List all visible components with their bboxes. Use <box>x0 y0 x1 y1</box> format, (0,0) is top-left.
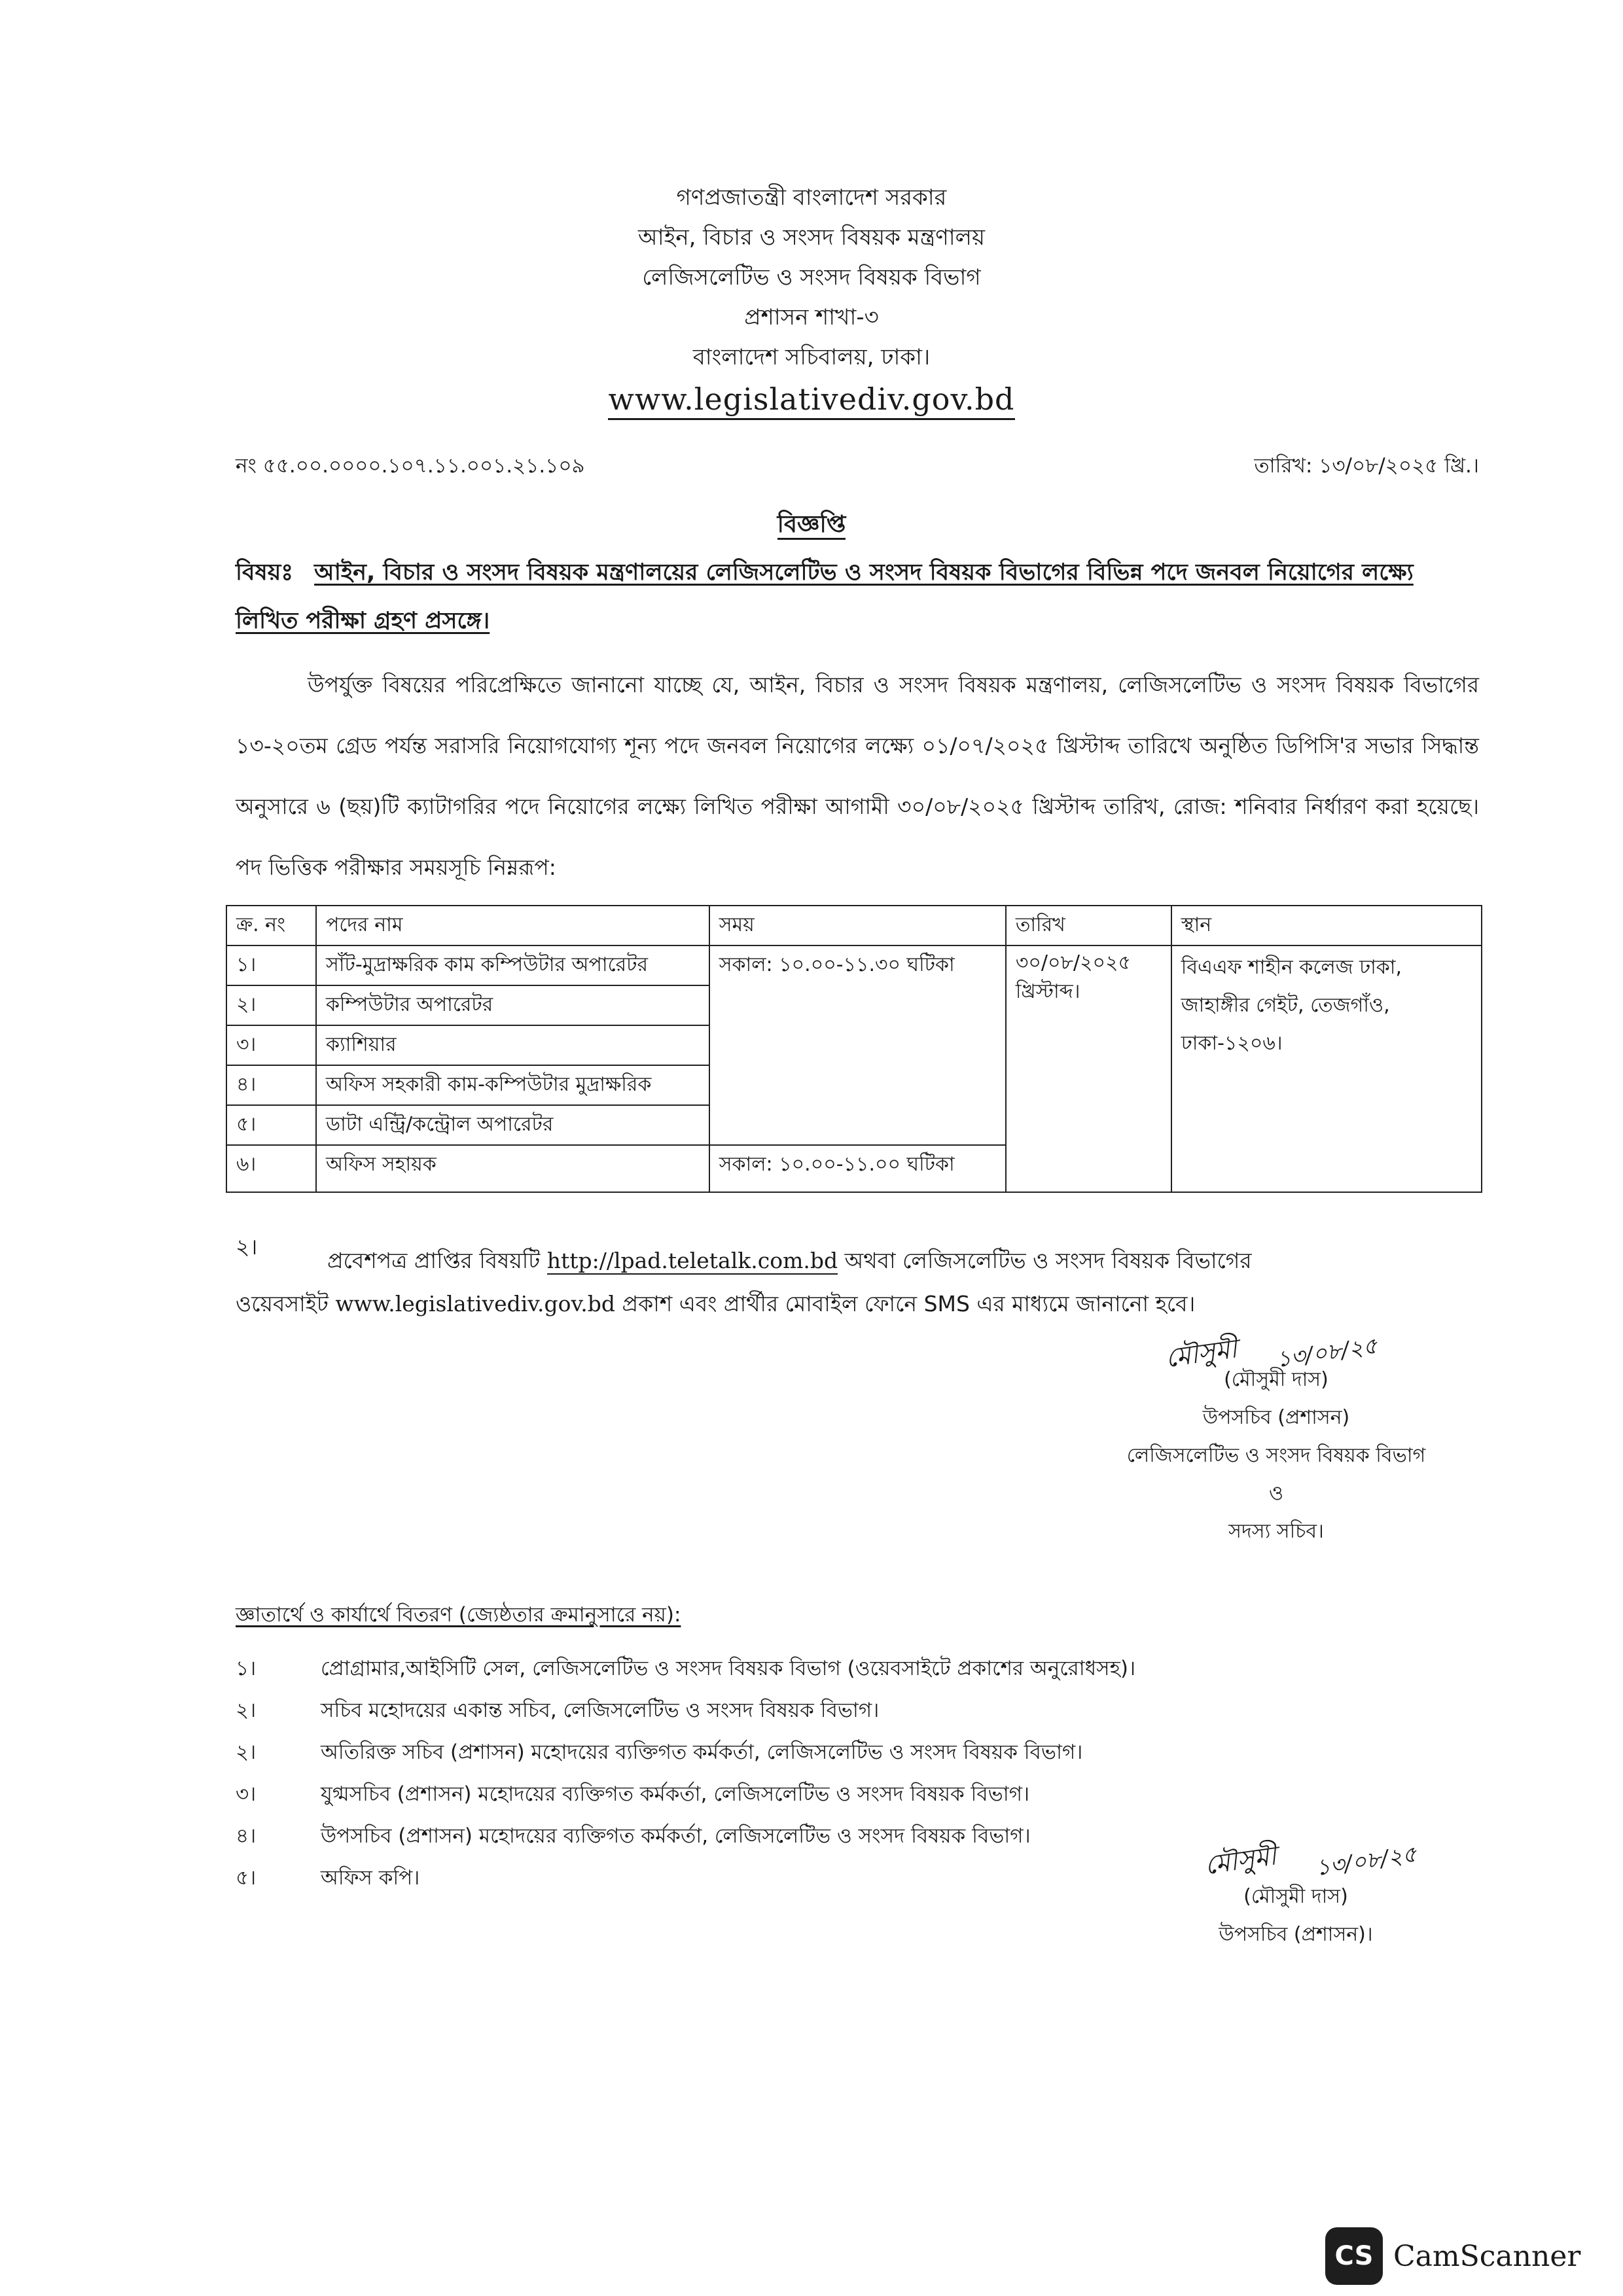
signatory-division: লেজিসলেটিভ ও সংসদ বিষয়ক বিভাগ <box>1126 1444 1426 1467</box>
table-header-row <box>226 906 1482 945</box>
signatory-designation: উপসচিব (প্রশাসন) <box>1202 1406 1350 1429</box>
list-item: ৫। অফিস কপি। <box>236 1866 420 1890</box>
header-government: গণপ্রজাতন্ত্রী বাংলাদেশ সরকার <box>676 185 947 211</box>
row-post: সাঁট-মুদ্রাক্ষরিক কাম কম্পিউটার অপারেটর <box>316 945 709 985</box>
col-header-venue: স্থান <box>1171 906 1482 945</box>
subject-text: আইন, বিচার ও সংসদ বিষয়ক মন্ত্রণালয়ের লেজিসলেটিভ ও সংসদ বিষয়ক বিভাগের বিভিন্ন পদে জনবল নিয়োগের লক্ষ্যে লিখিত পরীক্ষা গ্রহণ প্রসঙ্গে। <box>236 559 1414 634</box>
signatory-name: (মৌসুমী দাস) <box>1243 1885 1348 1908</box>
header-branch: প্রশাসন শাখা-৩ <box>744 304 879 330</box>
date-cell: ৩০/০৮/২০২৫ খ্রিস্টাব্দ। <box>1006 945 1171 1192</box>
header-division: লেজিসলেটিভ ও সংসদ বিষয়ক বিভাগ <box>642 264 981 291</box>
header-ministry: আইন, বিচার ও সংসদ বিষয়ক মন্ত্রণালয় <box>638 224 985 251</box>
subject <box>236 548 1479 645</box>
signatory-conj: ও <box>1268 1482 1284 1505</box>
row-post: অফিস সহকারী কাম-কম্পিউটার মুদ্রাক্ষরিক <box>316 1065 709 1105</box>
col-header-serial: ক্র. নং <box>226 906 316 945</box>
signature-date: ১৩/০৮/২৫ <box>1313 1841 1419 1882</box>
teletalk-link[interactable]: http://lpad.teletalk.com.bd <box>546 1248 838 1273</box>
website-link[interactable]: www.legislativediv.gov.bd <box>335 1291 615 1316</box>
list-item: ২। সচিব মহোদয়ের একান্ত সচিব, লেজিসলেটিভ ও সংসদ বিষয়ক বিভাগ। <box>236 1699 880 1722</box>
table-row <box>226 945 1482 985</box>
row-post: কম্পিউটার অপারেটর <box>316 985 709 1025</box>
paragraph-2-number: ২। <box>236 1234 258 1260</box>
row-serial: ৪। <box>226 1065 316 1105</box>
handwritten-signature: মৌসুমী <box>1163 1333 1240 1374</box>
exam-schedule-table <box>226 905 1482 1193</box>
header-website: www.legislativediv.gov.bd <box>0 381 1623 417</box>
signatory-block-1 <box>1047 1361 1505 1551</box>
row-serial: ৫। <box>226 1105 316 1145</box>
memo-number: নং ৫৫.০০.০০০০.১০৭.১১.০০১.২১.১০৯ <box>236 454 585 478</box>
col-header-post: পদের নাম <box>316 906 709 945</box>
list-item: ৩। যুগ্মসচিব (প্রশাসন) মহোদয়ের ব্যক্তিগত কর্মকর্তা, লেজিসলেটিভ ও সংসদ বিষয়ক বিভাগ। <box>236 1782 1030 1806</box>
signatory-role: সদস্য সচিব। <box>1228 1520 1324 1543</box>
signatory-designation: উপসচিব (প্রশাসন)। <box>1219 1923 1373 1946</box>
row-serial: ৬। <box>226 1145 316 1192</box>
col-header-time: সময় <box>709 906 1006 945</box>
camscanner-watermark <box>1325 2227 1580 2285</box>
memo-date: তারিখ: ১৩/০৮/২০২৫ খ্রি.। <box>1254 454 1479 478</box>
signatory-block-2 <box>1067 1878 1525 1954</box>
signatory-name: (মৌসুমী দাস) <box>1224 1368 1329 1391</box>
signature-date: ১৩/০৮/২৫ <box>1274 1332 1380 1373</box>
row-serial: ২। <box>226 985 316 1025</box>
notice-title: বিজ্ঞপ্তি <box>0 506 1623 546</box>
camscanner-logo-icon: CS <box>1325 2227 1383 2285</box>
distribution-heading: জ্ঞাতার্থে ও কার্যার্থে বিতরণ (জ্যেষ্ঠতার ক্রমানুসারে নয়): <box>236 1603 681 1627</box>
list-item: ১। প্রোগ্রামার,আইসিটি সেল, লেজিসলেটিভ ও সংসদ বিষয়ক বিভাগ (ওয়েবসাইটে প্রকাশের অনুরোধসহ)। <box>236 1657 1136 1680</box>
time-cell-1: সকাল: ১০.০০-১১.৩০ ঘটিকা <box>709 945 1006 1145</box>
list-item: ২। অতিরিক্ত সচিব (প্রশাসন) মহোদয়ের ব্যক্তিগত কর্মকর্তা, লেজিসলেটিভ ও সংসদ বিষয়ক বিভাগ। <box>236 1740 1083 1764</box>
header-address: বাংলাদেশ সচিবালয়, ঢাকা। <box>692 344 931 370</box>
time-cell-2: সকাল: ১০.০০-১১.০০ ঘটিকা <box>709 1145 1006 1192</box>
subject-label: বিষয়ঃ <box>236 559 294 586</box>
paragraph-2-continued: ওয়েবসাইট www.legislativediv.gov.bd প্রকাশ এবং প্রার্থীর মোবাইল ফোনে SMS এর মাধ্যমে জানানো হবে। <box>236 1291 1196 1316</box>
camscanner-label: CamScanner <box>1393 2239 1581 2273</box>
row-serial: ১। <box>226 945 316 985</box>
row-post: ডাটা এন্ট্রি/কন্ট্রোল অপারেটর <box>316 1105 709 1145</box>
paragraph-1: উপর্যুক্ত বিষয়ের পরিপ্রেক্ষিতে জানানো যাচ্ছে যে, আইন, বিচার ও সংসদ বিষয়ক মন্ত্রণালয়, লেজিসলেটিভ ও সংসদ বিষয়ক বিভাগের ১৩-২০তম গ্রেড পর্যন্ত সরাসরি নিয়োগযোগ্য শূন্য পদে জনবল নিয়োগের লক্ষ্যে ০১/০৭/২০২৫ খ্রিস্টাব্দ তারিখে অনুষ্ঠিত ডিপিসি'র সভার সিদ্ধান্ত অনুসারে ৬ (ছয়)টি ক্যাটাগরির পদে নিয়োগের লক্ষ্যে লিখিত পরীক্ষা আগামী ৩০/০৮/২০২৫ খ্রিস্টাব্দ তারিখ, রোজ: শনিবার নির্ধারণ করা হয়েছে। পদ ভিত্তিক পরীক্ষার সময়সূচি নিম্নরূপ: <box>236 672 1479 880</box>
row-serial: ৩। <box>226 1025 316 1065</box>
paragraph-2: প্রবেশপত্র প্রাপ্তির বিষয়টি http://lpad.teletalk.com.bd অথবা লেজিসলেটিভ ও সংসদ বিষয়ক বিভাগের <box>327 1248 1252 1273</box>
col-header-date: তারিখ <box>1006 906 1171 945</box>
row-post: অফিস সহায়ক <box>316 1145 709 1192</box>
venue-cell: বিএএফ শাহীন কলেজ ঢাকা, জাহাঙ্গীর গেইট, তেজগাঁও, ঢাকা-১২০৬। <box>1171 945 1482 1192</box>
row-post: ক্যাশিয়ার <box>316 1025 709 1065</box>
list-item: ৪। উপসচিব (প্রশাসন) মহোদয়ের ব্যক্তিগত কর্মকর্তা, লেজিসলেটিভ ও সংসদ বিষয়ক বিভাগ। <box>236 1824 1031 1848</box>
handwritten-signature: মৌসুমী <box>1202 1841 1279 1881</box>
